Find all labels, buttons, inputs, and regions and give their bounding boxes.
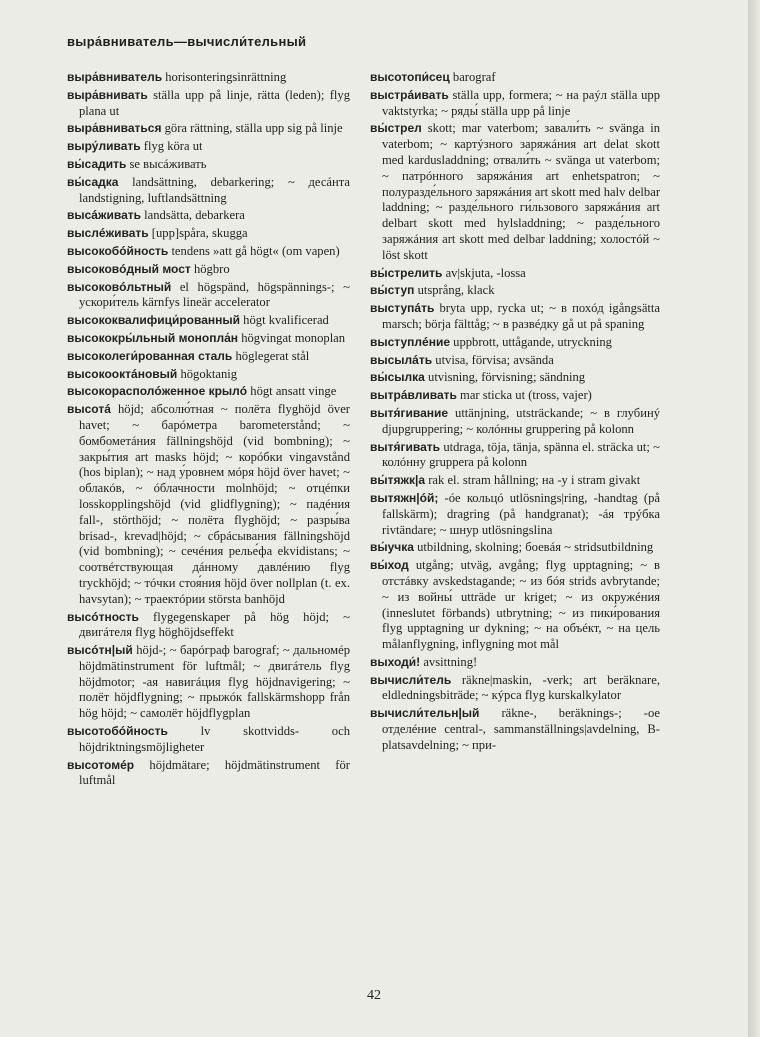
dictionary-entry <box>67 313 350 329</box>
dictionary-entry <box>67 758 350 790</box>
dictionary-entry <box>67 175 350 207</box>
entry-definition: mar sticka ut (tross, vajer) <box>460 388 592 403</box>
entry-headword: высококвалифици́рованный <box>67 313 241 328</box>
entry-headword: высококры́льный монопла́н <box>67 330 239 345</box>
dictionary-entry <box>370 655 660 671</box>
dictionary-entry <box>67 331 350 347</box>
entry-definition: högt ansatt vinge <box>250 384 337 399</box>
dictionary-entry <box>67 643 350 722</box>
dictionary-entry <box>67 280 350 312</box>
entry-definition: -óе кольцó utlösnings|ring, -handtag (på fallskärm); dragring (på handgranat); -áя трýбка rivtändare; ~ шнур utlösningslina <box>382 490 660 537</box>
entry-headword: выслéживать <box>67 226 149 241</box>
dictionary-entry <box>67 724 350 756</box>
entry-headword: выра́вниватель <box>67 70 163 84</box>
entry-headword: вы́ступ <box>370 283 415 298</box>
entry-headword: высотá <box>67 402 111 417</box>
right-column <box>370 70 660 756</box>
entry-headword: вы́сылка <box>370 370 425 385</box>
entry-headword: высотомéр <box>67 757 135 772</box>
dictionary-entry <box>67 402 350 607</box>
dictionary-entry <box>67 384 350 400</box>
entry-definition: landsätta, debarkera <box>144 208 245 223</box>
entry-headword: выра́внивать <box>67 87 148 102</box>
entry-headword: вычисли́тель <box>370 672 452 687</box>
entry-headword: высокобóйность <box>67 243 169 258</box>
entry-headword: выра́вниваться <box>67 121 162 136</box>
entry-definition: ställa upp på linje, rätta (leden); flyg plana ut <box>79 87 350 118</box>
entry-definition: höjdmätare; höjdmätinstrument för luftmål <box>79 757 350 788</box>
entry-headword: высотобóйность <box>67 724 168 739</box>
entry-headword: высокорасполóженное крылó <box>67 384 248 399</box>
dictionary-entry <box>370 283 660 299</box>
dictionary-entry <box>67 208 350 224</box>
entry-headword: вы́стрелить <box>370 265 443 280</box>
entry-definition: av|skjuta, -lossa <box>445 265 526 280</box>
dictionary-entry <box>370 301 660 333</box>
entry-headword: вы́учка <box>370 540 414 555</box>
dictionary-entry <box>370 406 660 438</box>
entry-definition: utgång; utväg, avgång; flyg upptagning; ~ в отстáвку avskedstagande; ~ из бóя strids avbrytande; ~ из войны́ utträde ur kriget; ~ из окружéния (inneslutet förbands) utbrytning; ~ из пики́рования flyg upptagning ur dykning; ~ на объéкт, ~ на цель målanflygning, inflygning mot mål <box>382 558 660 652</box>
entry-definition: höjd-; ~ барóграф barograf; ~ дальномéр höjdmätinstrument för luftmål; ~ двигáтель flyg höjdmotor; -ая навигáция flyg höjdnavigering; ~ полёт höjdflygning; ~ прыжóк fallskärmshopp från hög höjd; ~ самолёт höjdflygplan <box>79 643 350 721</box>
entry-definition: flyg köra ut <box>143 139 203 154</box>
dictionary-entry <box>370 558 660 653</box>
entry-definition: utbildning, skolning; боевáя ~ stridsutbildning <box>417 540 654 555</box>
entry-headword: выступáть <box>370 301 435 316</box>
entry-definition: flygegenskaper på hög höjd; ~ двигáтеля flyg höghöjdseffekt <box>79 609 350 640</box>
running-head: выра́вниватель—вычисли́тельный <box>67 34 307 49</box>
dictionary-entry <box>370 70 660 86</box>
entry-definition: bryta upp, rycka ut; ~ в похóд igångsätta marsch; börja fälttåg; ~ в развéдку gå ut på spaning <box>382 301 660 331</box>
entry-headword: выру́ливать <box>67 139 141 154</box>
entry-headword: высотопи́сец <box>370 70 450 84</box>
dictionary-entry <box>370 266 660 282</box>
entry-headword: выходи́! <box>370 654 421 669</box>
entry-headword: вычисли́тельн|ый <box>370 706 480 721</box>
entry-definition: högt kvalificerad <box>243 313 329 328</box>
entry-headword: высóтность <box>67 609 139 624</box>
entry-definition: göra rättning, ställa upp sig på linje <box>164 121 343 136</box>
entry-definition: rak el. stram hållning; на -у i stram givakt <box>428 473 641 488</box>
dictionary-entry <box>370 706 660 753</box>
entry-definition: höjd; абсолю́тная ~ полёта flyghöjd över havet; ~ барóметра barometerstånd; ~ бомбометáния fällningshöjd (vid bombning); ~ закры́тия art masks höjd; ~ корóбки vingavstånd (hos biplan); ~ над у́ровнем мóря höjd över havet; ~ облакóв, ~ óблачности molnhöjd; ~ отцéпки losskopplingshöjd (vid glidflygning); ~ падéния fall-, störthöjd; ~ полёта flyghöjd; ~ разры́ва brisad-, krevad|höjd; ~ сбрáсывания fällningshöjd (vid bombning); ~ сечéния релье́фа ekvidistans; ~ соотвéтствующая дáнному давлéнию flyg tryckhöjd; ~ тóчки стоя́ния höjd över nollplan (t. ex. havsytan); ~ траектóрии största banhöjd <box>79 402 350 606</box>
entry-headword: вытя́гивание <box>370 405 449 420</box>
dictionary-entry <box>370 540 660 556</box>
entry-headword: вытя́гивать <box>370 439 441 454</box>
dictionary-entry <box>67 349 350 365</box>
entry-headword: высокооктáновый <box>67 366 178 381</box>
dictionary-entry <box>370 370 660 386</box>
dictionary-entry <box>67 157 350 173</box>
dictionary-entry <box>67 226 350 242</box>
entry-definition: uppbrott, uttågande, utryckning <box>453 334 612 349</box>
entry-headword: высоколеги́рованная сталь <box>67 348 233 363</box>
entry-definition: räkne|maskin, -verk; art beräknare, eldledningsbiträde; ~ кýрса flyg kurskalkylator <box>382 672 660 703</box>
dictionary-entry <box>67 70 350 86</box>
entry-definition: ställa upp, formera; ~ на раýл ställa upp vaktstyrka; ~ ряды́ ställa upp på linje <box>382 87 660 118</box>
dictionary-entry <box>67 262 350 278</box>
dictionary-entry <box>370 473 660 489</box>
dictionary-entry <box>370 491 660 538</box>
entry-definition: högoktanig <box>180 366 238 381</box>
dictionary-entry <box>67 610 350 642</box>
dictionary-entry <box>370 440 660 472</box>
entry-headword: вы́тяжк|а <box>370 473 426 488</box>
dictionary-entry <box>370 121 660 263</box>
entry-definition: höglegerat stål <box>235 348 310 363</box>
entry-definition: högvingat monoplan <box>241 330 346 345</box>
entry-headword: вытрáвливать <box>370 388 457 403</box>
dictionary-entry <box>370 388 660 404</box>
entry-definition: utsprång, klack <box>417 283 495 298</box>
entry-headword: вы́стрел <box>370 121 422 136</box>
entry-definition: barograf <box>452 70 496 84</box>
entry-headword: вы́садка <box>67 174 119 189</box>
entry-definition: se высáживать <box>129 156 207 171</box>
entry-definition: utvisa, förvisa; avsända <box>435 352 554 367</box>
entry-definition: uttänjning, utsträckande; ~ в глубинý djupgruppering; ~ колóнны gruppering på kolonn <box>382 405 660 436</box>
entry-headword: выступлéние <box>370 334 450 349</box>
entry-definition: utvisning, förvisning; sändning <box>428 370 586 385</box>
entry-definition: horisonteringsinrättning <box>165 70 287 84</box>
entry-definition: högbro <box>193 261 230 276</box>
entry-headword: высоковóльтный <box>67 279 172 294</box>
entry-headword: вы́садить <box>67 156 127 171</box>
left-column <box>67 70 350 791</box>
page-edge <box>748 0 760 1037</box>
dictionary-entry <box>67 139 350 155</box>
dictionary-entry <box>67 121 350 137</box>
entry-headword: вы́ход <box>370 558 409 573</box>
entry-definition: räkne-, beräknings-; -ое отделéние central-, sammanställnings|avdelning, B-platsavdelning; ~ при- <box>382 706 660 752</box>
dictionary-entry <box>370 335 660 351</box>
dictionary-entry <box>67 88 350 120</box>
entry-headword: высоковóдный мост <box>67 261 191 276</box>
entry-definition: tendens »att gå högt« (om vapen) <box>171 243 340 258</box>
entry-definition: lv skottvidds- och höjdriktningsmöjligheter <box>79 724 350 754</box>
dictionary-entry <box>67 244 350 260</box>
page-number: 42 <box>367 988 381 1003</box>
entry-headword: вытяжн|óй; <box>370 490 439 505</box>
dictionary-entry <box>67 367 350 383</box>
entry-headword: высóтн|ый <box>67 643 133 658</box>
entry-definition: landsättning, debarkering; ~ десáнта landstigning, luftlandsättning <box>79 174 350 205</box>
entry-headword: выстрáивать <box>370 87 449 102</box>
entry-definition: [upp]spåra, skugga <box>151 226 248 241</box>
dictionary-entry <box>370 88 660 120</box>
entry-headword: высáживать <box>67 208 142 223</box>
dictionary-entry <box>370 353 660 369</box>
entry-definition: avsittning! <box>423 654 478 669</box>
entry-definition: utdraga, töja, tänja, spänna el. sträcka ut; ~ колóнну gruppera på kolonn <box>382 439 660 470</box>
entry-definition: skott; mar vaterbom; завали́ть ~ svänga in vaterbom; ~ картýзного заряжáния art delat skott med kardusladdning; отвали́ть ~ svänga ut vaterbom; ~ патрóнного заряжáния art enhetspatron; ~ полуразде́льного заряжáния art skott med halv delbar laddning; ~ разде́льного ги́льзового заряжáния art delbart skott med hylsladdning; ~ разде́льного заряжáния art skott med delbar laddning; холостóй ~ löst skott <box>382 121 661 262</box>
entry-definition: el högspänd, högspännings-; ~ ускори́тель kärnfys lineär accelerator <box>79 279 350 310</box>
entry-headword: высылáть <box>370 352 433 367</box>
dictionary-entry <box>370 673 660 705</box>
